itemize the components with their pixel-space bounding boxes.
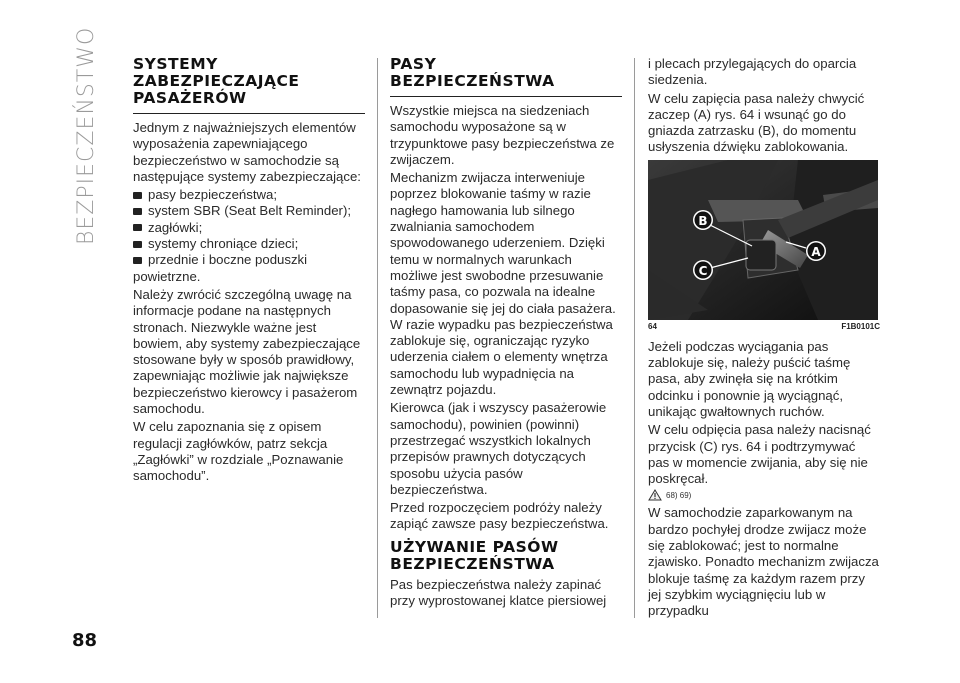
warning-reference [648,489,880,501]
checkbox-bullet-icon [133,192,142,199]
section-heading-systems [133,56,365,114]
list-item: pasy bezpieczeństwa; [133,187,365,203]
column-1 [133,56,365,487]
list-item: system SBR (Seat Belt Reminder); [133,203,365,219]
chapter-side-title: BEZPIECZEŃSTWO [74,26,99,245]
seatbelt-buckle-illustration [648,160,878,320]
heading-line: UŻYWANIE PASÓW [390,537,559,556]
paragraph: Należy zwrócić szczególną uwagę na informacje podane na następnych stronach. Niezwykle ważne jest bowiem, aby systemy zabezpieczające stosowane były w sposób prawidłowy, zapewniając możliwie jak największe bezpieczeństwo kierowcy i pasażerom samochodu. [133,286,361,417]
figure-caption [648,322,880,331]
column-divider [377,58,378,618]
paragraph: W samochodzie zaparkowanym na bardzo pochyłej drodze zwijacz może się zablokować; jest to normalne zjawisko. Ponadto mechanizm zwijacza blokuje taśmę za każdym razem przy jej szybkim wyciągnięciu lub w przypadku [648,505,879,619]
list-tail: powietrzne. [133,268,201,284]
figure-code: F1B0101C [841,321,880,331]
list-item: systemy chroniące dzieci; [133,236,365,252]
paragraph: Pas bezpieczeństwa należy zapinać przy wyprostowanej klatce piersiowej [390,576,607,609]
section-heading-using-belts [390,539,622,573]
column-divider [634,58,635,618]
warning-refs: 68) 69) [666,490,692,500]
paragraph: Mechanizm zwijacza interweniuje poprzez blokowanie taśmy w razie nagłego hamowania lub silnego zwalniania samochodem spowodowanego uderzeniem. Dzięki temu w normalnych warunkach możliwe jest swobodne przesuwanie taśmy pasa, co pozwala na idealne dopasowanie się jej do ciała pasażera. W razie wypadku pas bezpieczeństwa zablokuje się, ograniczając ryzyko uderzenia ciałem o elementy wnętrza samochodu lub wypadnięcia na zewnątrz pojazdu. [390,170,616,398]
column-3 [648,56,880,622]
warning-triangle-icon [648,489,662,501]
section-heading-seat-belts [390,56,622,97]
svg-text:C: C [698,263,708,278]
heading-line: PASY [390,55,437,73]
checkbox-bullet-icon [133,224,142,231]
intro-paragraph: Jednym z najważniejszych elementów wyposażenia zapewniającego bezpieczeństwo w samochodzie są następujące systemy zabezpieczające: [133,120,361,184]
paragraph: Wszystkie miejsca na siedzeniach samochodu wyposażone są w trzypunktowe pasy bezpieczeństwa ze zwijaczem. [390,103,615,167]
paragraph: i plecach przylegających do oparcia siedzenia. [648,56,857,88]
heading-line: PASAŻERÓW [133,89,247,107]
heading-line: ZABEZPIECZAJĄCE [133,72,300,90]
paragraph: Przed rozpoczęciem podróży należy zapiąć zawsze pasy bezpieczeństwa. [390,500,609,532]
seatbelt-buckle-figure [648,160,878,320]
checkbox-bullet-icon [133,208,142,215]
paragraph: W celu zapięcia pasa należy chwycić zaczep (A) rys. 64 i wsunąć go do gniazda zatrzasku (B), do momentu usłyszenia dźwięku zablokowania. [648,90,865,155]
heading-line: BEZPIECZEŃSTWA [390,554,555,573]
heading-line: SYSTEMY [133,55,218,73]
heading-line: BEZPIECZEŃSTWA [390,72,555,90]
figure-number: 64 [648,321,657,331]
column-2 [390,56,622,611]
paragraph: W celu zapoznania się z opisem regulacji zagłówków, patrz sekcja „Zagłówki” w rozdziale „Poznawanie samochodu”. [133,419,344,484]
paragraph: Kierowca (jak i wszyscy pasażerowie samochodu), powinien (powinni) przestrzegać wszystkich lokalnych przepisów prawnych dotyczących sposobu użycia pasów bezpieczeństwa. [390,400,607,497]
svg-text:B: B [698,213,708,228]
list-item: zagłówki; [133,220,365,236]
svg-text:A: A [811,244,821,259]
systems-list [133,187,365,268]
page-number: 88 [72,630,98,651]
paragraph: W celu odpięcia pasa należy nacisnąć przycisk (C) rys. 64 i podtrzymywać pas w momencie zwijania, aby się nie poskręcał. [648,422,871,487]
list-item: przednie i boczne poduszki [133,252,365,268]
checkbox-bullet-icon [133,257,142,264]
checkbox-bullet-icon [133,241,142,248]
paragraph: Jeżeli podczas wyciągania pas zablokuje się, należy puścić taśmę pasa, aby zwinęła się na krótkim odcinku i ponownie ją wyciągnąć, unikając gwałtownych ruchów. [648,338,851,419]
